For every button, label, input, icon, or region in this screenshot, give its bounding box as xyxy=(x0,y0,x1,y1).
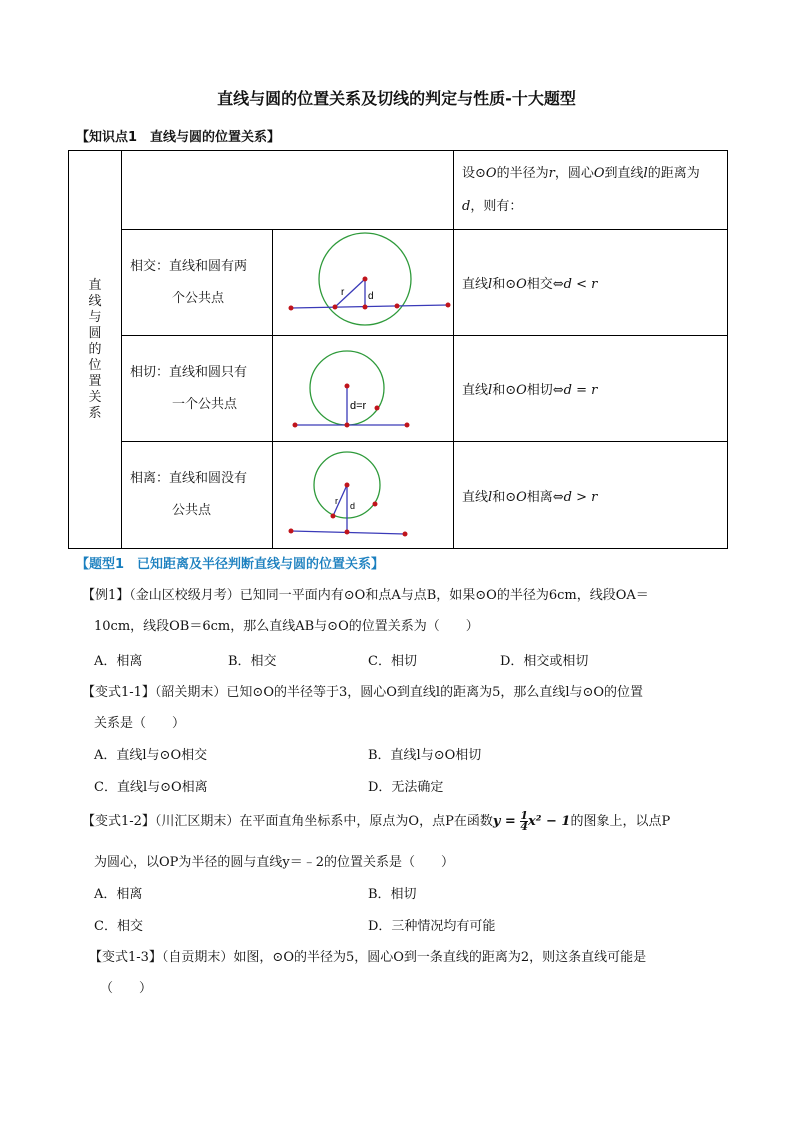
ex1-line1: 【例1】（金山区校级月考）已知同一平面内有⊙O和点A与点B，如果⊙O的半径为6cm，线段OA＝ xyxy=(82,588,649,603)
v12-option-b: B．相切 xyxy=(368,887,417,902)
v11-line2: 关系是（ ） xyxy=(94,716,186,731)
svg-text:d: d xyxy=(350,500,356,511)
ex1-option-d: D．相交或相切 xyxy=(500,654,589,669)
tangent-relation: 直线l和⊙O相切⇔d = r xyxy=(454,336,728,442)
v12-option-a: A．相离 xyxy=(94,887,143,902)
separate-relation: 直线l和⊙O相离⇔d > r xyxy=(454,442,728,549)
intersect-relation: 直线l和⊙O相交⇔d < r xyxy=(454,230,728,336)
knowledge-point-heading: 【知识点1 直线与圆的位置关系】 xyxy=(76,130,281,145)
function-formula: y = $\frac{1}{4}$ x² − 1 xyxy=(492,809,571,833)
v11-option-a: A．直线l与⊙O相交 xyxy=(94,748,208,763)
svg-text:d=r: d=r xyxy=(350,399,367,412)
ex1-line2: 10cm，线段OB＝6cm，那么直线AB与⊙O的位置关系为（ ） xyxy=(94,619,479,634)
v11-option-d: D．无法确定 xyxy=(368,780,444,795)
separate-label: 相离：直线和圆没有 公共点 xyxy=(122,442,273,549)
v12-line2: 为圆心，以OP为半径的圆与直线y＝﹣2的位置关系是（ ） xyxy=(94,855,455,870)
svg-text:d: d xyxy=(368,290,374,302)
separate-figure xyxy=(273,442,454,549)
v13-line1: 【变式1-3】（自贡期末）如图，⊙O的半径为5，圆心O到一条直线的距离为2，则这条直线可能是 xyxy=(89,950,647,965)
header-definition: 设⊙O的半径为r，圆心O到直线l的距离为 d，则有： xyxy=(454,151,728,230)
intersect-figure xyxy=(273,230,454,336)
v11-option-b: B．直线l与⊙O相切 xyxy=(368,748,482,763)
v13-line2: （ ） xyxy=(100,981,153,996)
intersect-label: 相交：直线和圆有两 个公共点 xyxy=(122,230,273,336)
section-heading: 【题型1 已知距离及半径判断直线与圆的位置关系】 xyxy=(76,557,385,572)
relation-table xyxy=(68,150,728,549)
v11-option-c: C．直线l与⊙O相离 xyxy=(94,780,208,795)
ex1-option-b: B．相交 xyxy=(228,654,277,669)
side-label-cell xyxy=(69,151,122,549)
side-label: 直线与圆的位置关系 xyxy=(88,277,102,421)
page-title: 直线与圆的位置关系及切线的判定与性质-十大题型 xyxy=(217,89,576,108)
v11-line1: 【变式1-1】（韶关期末）已知⊙O的半径等于3，圆心O到直线l的距离为5，那么直线l与⊙O的位置 xyxy=(82,685,644,700)
svg-text:r: r xyxy=(341,286,345,298)
ex1-option-c: C．相切 xyxy=(368,654,417,669)
tangent-figure xyxy=(273,336,454,442)
v12-line1: 【变式1-2】（川汇区期末）在平面直角坐标系中，原点为O，点P在函数y = $\frac{1}{4}$ x² − 1的图象上，以点P xyxy=(82,809,671,833)
ex1-option-a: A．相离 xyxy=(94,654,143,669)
v12-option-d: D．三种情况均有可能 xyxy=(368,919,496,934)
tangent-label: 相切：直线和圆只有 一个公共点 xyxy=(122,336,273,442)
header-empty-cell xyxy=(122,151,454,230)
v12-option-c: C．相交 xyxy=(94,919,143,934)
svg-text:r: r xyxy=(335,495,338,506)
